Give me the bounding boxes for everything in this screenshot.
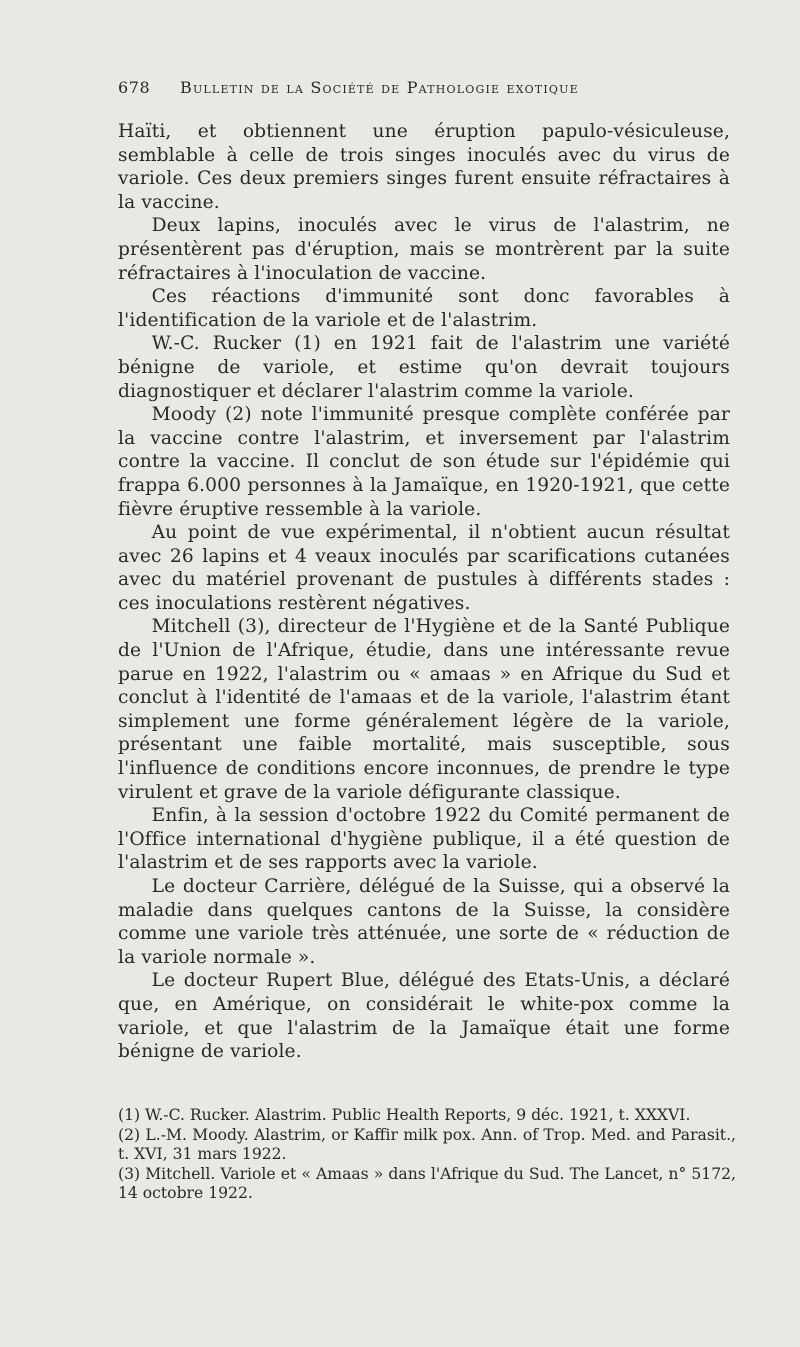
paragraph: Moody (2) note l'immunité presque complète conférée par la vaccine contre l'alastrim, et inversement par l'alastrim contre la vaccine. Il conclut de son étude sur l'épidémie qui frappa 6.000 personnes à la Jamaïque, en 1920-1921, que cette fièvre éruptive ressemble à la variole. bbox=[118, 404, 730, 520]
paragraph: Mitchell (3), directeur de l'Hygiène et de la Santé Publique de l'Union de l'Afrique, étudie, dans une intéressante revue parue en 1922, l'alastrim ou « amaas » en Afrique du Sud et conclut à l'identité de l'amaas et de la variole, l'alastrim étant simplement une forme généralement légère de la variole, présentant une faible mortalité, mais susceptible, sous l'influence de conditions encore inconnues, de prendre le type virulent et grave de la variole défigurante classique. bbox=[118, 616, 730, 803]
footnote: (2) L.-M. Moody. Alastrim, or Kaffir milk pox. Ann. of Trop. Med. and Parasit., t. XVI, 31 mars 1922. bbox=[118, 1125, 736, 1164]
paragraph: W.-C. Rucker (1) en 1921 fait de l'alastrim une variété bénigne de variole, et estime qu'on devrait toujours diagnostiquer et déclarer l'alastrim comme la variole. bbox=[118, 333, 730, 402]
footnote: (1) W.-C. Rucker. Alastrim. Public Health Reports, 9 déc. 1921, t. XXXVI. bbox=[118, 1106, 691, 1124]
paragraph: Le docteur Rupert Blue, délégué des Etats-Unis, a déclaré que, en Amérique, on considérait le white-pox comme la variole, et que l'alastrim de la Jamaïque était une forme bénigne de variole. bbox=[118, 970, 730, 1063]
paragraph: Au point de vue expérimental, il n'obtient aucun résultat avec 26 lapins et 4 veaux inoculés par scarifications cutanées avec du matériel provenant de pustules à différents stades : ces inoculations restèrent négatives. bbox=[118, 522, 730, 614]
paragraph: Le docteur Carrière, délégué de la Suisse, qui a observé la maladie dans quelques cantons de la Suisse, la considère comme une variole très atténuée, une sorte de « réduction de la variole normale ». bbox=[118, 876, 730, 968]
body-text bbox=[118, 120, 730, 1064]
paragraph: Enfin, à la session d'octobre 1922 du Comité permanent de l'Office international d'hygiène publique, il a été question de l'alastrim et de ses rapports avec la variole. bbox=[118, 805, 730, 874]
running-header bbox=[118, 78, 736, 104]
footnote: (3) Mitchell. Variole et « Amaas » dans l'Afrique du Sud. The Lancet, n° 5172, 14 octobre 1922. bbox=[118, 1164, 736, 1203]
page-number: 678 bbox=[118, 78, 151, 97]
paragraph: Deux lapins, inoculés avec le virus de l'alastrim, ne présentèrent pas d'éruption, mais se montrèrent par la suite réfractaires à l'inoculation de vaccine. bbox=[118, 215, 730, 284]
footnotes bbox=[118, 1106, 736, 1204]
paragraph: Ces réactions d'immunité sont donc favorables à l'identification de la variole et de l'alastrim. bbox=[118, 286, 730, 331]
paragraph: Haïti, et obtiennent une éruption papulo-vésiculeuse, semblable à celle de trois singes inoculés avec du virus de variole. Ces deux premiers singes furent ensuite réfractaires à la vaccine. bbox=[118, 121, 730, 213]
journal-title: Bulletin de la Société de Pathologie exotique bbox=[180, 78, 579, 97]
